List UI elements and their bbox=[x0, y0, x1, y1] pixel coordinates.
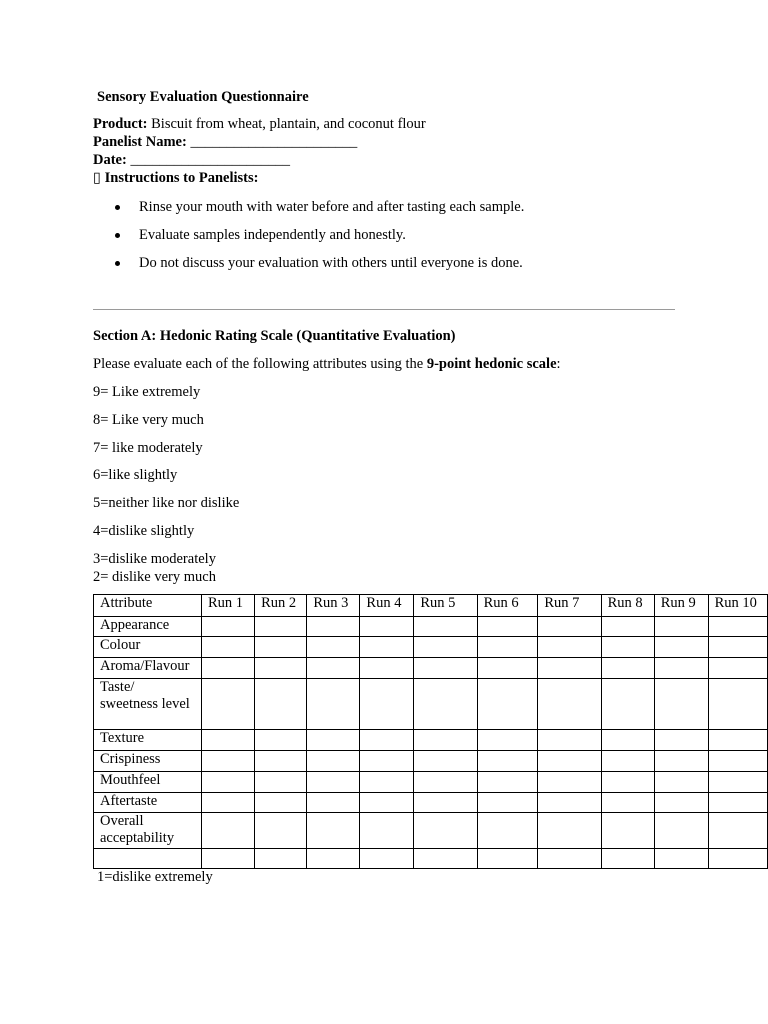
header-cell: Run 4 bbox=[360, 595, 414, 617]
attribute-cell: Crispiness bbox=[94, 751, 202, 772]
rating-cell[interactable] bbox=[414, 813, 477, 849]
rating-cell[interactable] bbox=[255, 658, 307, 679]
rating-cell[interactable] bbox=[601, 658, 654, 679]
rating-cell[interactable] bbox=[360, 730, 414, 751]
scale-item: 2= dislike very much bbox=[93, 569, 216, 585]
rating-cell[interactable] bbox=[477, 813, 538, 849]
rating-cell[interactable] bbox=[360, 679, 414, 730]
rating-cell[interactable] bbox=[654, 637, 708, 658]
rating-cell[interactable] bbox=[477, 849, 538, 869]
attribute-cell: Aroma/Flavour bbox=[94, 658, 202, 679]
panelist-name-line bbox=[93, 133, 357, 151]
rating-cell[interactable] bbox=[708, 813, 767, 849]
rating-cell[interactable] bbox=[360, 772, 414, 793]
header-cell: Run 6 bbox=[477, 595, 538, 617]
rating-cell[interactable] bbox=[360, 617, 414, 637]
rating-cell[interactable] bbox=[307, 849, 360, 869]
rating-cell[interactable] bbox=[477, 751, 538, 772]
rating-cell[interactable] bbox=[201, 813, 254, 849]
header-cell: Run 9 bbox=[654, 595, 708, 617]
scale-item: 9= Like extremely bbox=[93, 384, 201, 400]
instruction-item: Evaluate samples independently and honestly. bbox=[139, 227, 406, 243]
rating-cell[interactable] bbox=[255, 793, 307, 813]
rating-cell[interactable] bbox=[654, 813, 708, 849]
rating-cell[interactable] bbox=[654, 772, 708, 793]
rating-cell[interactable] bbox=[414, 730, 477, 751]
rating-cell[interactable] bbox=[654, 849, 708, 869]
scale-item: 7= like moderately bbox=[93, 440, 203, 456]
attribute-cell: Taste/ sweetness level bbox=[94, 679, 202, 730]
scale-item: 4=dislike slightly bbox=[93, 523, 195, 539]
rating-cell[interactable] bbox=[708, 730, 767, 751]
table-row bbox=[94, 730, 768, 751]
rating-cell[interactable] bbox=[601, 793, 654, 813]
table-header-row bbox=[94, 595, 768, 617]
rating-cell[interactable] bbox=[654, 793, 708, 813]
bullet-icon bbox=[115, 233, 120, 238]
rating-cell[interactable] bbox=[477, 793, 538, 813]
rating-cell[interactable] bbox=[601, 849, 654, 869]
rating-cell[interactable] bbox=[477, 679, 538, 730]
attribute-cell: Colour bbox=[94, 637, 202, 658]
attribute-cell: Aftertaste bbox=[94, 793, 202, 813]
rating-cell[interactable] bbox=[360, 793, 414, 813]
rating-cell[interactable] bbox=[538, 751, 601, 772]
table-row bbox=[94, 658, 768, 679]
header-cell: Run 5 bbox=[414, 595, 477, 617]
rating-cell[interactable] bbox=[360, 751, 414, 772]
rating-cell[interactable] bbox=[538, 658, 601, 679]
missing-glyph-icon: ▯ bbox=[93, 170, 101, 186]
date-blank: ______________________ bbox=[130, 152, 290, 168]
table-row bbox=[94, 751, 768, 772]
rating-cell[interactable] bbox=[414, 849, 477, 869]
rating-cell[interactable] bbox=[307, 679, 360, 730]
rating-cell[interactable] bbox=[477, 617, 538, 637]
panelist-label: Panelist Name: bbox=[93, 134, 187, 150]
rating-cell[interactable] bbox=[601, 772, 654, 793]
table-row bbox=[94, 617, 768, 637]
rating-cell[interactable] bbox=[601, 617, 654, 637]
rating-cell[interactable] bbox=[414, 772, 477, 793]
rating-cell[interactable] bbox=[654, 751, 708, 772]
rating-cell[interactable] bbox=[708, 617, 767, 637]
rating-cell[interactable] bbox=[708, 772, 767, 793]
rating-cell[interactable] bbox=[601, 637, 654, 658]
rating-cell[interactable] bbox=[538, 679, 601, 730]
instructions-heading bbox=[93, 169, 258, 187]
rating-cell[interactable] bbox=[538, 730, 601, 751]
instructions-heading-text: Instructions to Panelists: bbox=[104, 170, 259, 186]
rating-cell[interactable] bbox=[538, 637, 601, 658]
attribute-cell: Texture bbox=[94, 730, 202, 751]
rating-cell[interactable] bbox=[538, 772, 601, 793]
rating-cell[interactable] bbox=[360, 813, 414, 849]
rating-cell[interactable] bbox=[708, 751, 767, 772]
rating-cell[interactable] bbox=[477, 772, 538, 793]
table-row bbox=[94, 813, 768, 849]
rating-cell[interactable] bbox=[414, 751, 477, 772]
table-row bbox=[94, 637, 768, 658]
rating-cell[interactable] bbox=[708, 637, 767, 658]
rating-cell[interactable] bbox=[255, 730, 307, 751]
rating-cell[interactable] bbox=[414, 637, 477, 658]
rating-cell[interactable] bbox=[307, 793, 360, 813]
header-cell: Run 10 bbox=[708, 595, 767, 617]
rating-cell[interactable] bbox=[255, 849, 307, 869]
header-cell: Run 7 bbox=[538, 595, 601, 617]
rating-cell[interactable] bbox=[414, 793, 477, 813]
rating-cell[interactable] bbox=[201, 679, 254, 730]
table-row bbox=[94, 849, 768, 869]
bullet-icon bbox=[115, 261, 120, 266]
table-row bbox=[94, 793, 768, 813]
rating-cell[interactable] bbox=[601, 813, 654, 849]
rating-cell[interactable] bbox=[477, 637, 538, 658]
header-cell: Run 8 bbox=[601, 595, 654, 617]
section-a-heading: Section A: Hedonic Rating Scale (Quantitative Evaluation) bbox=[93, 328, 456, 344]
rating-cell[interactable] bbox=[360, 637, 414, 658]
attribute-cell bbox=[94, 849, 202, 869]
rating-cell[interactable] bbox=[255, 679, 307, 730]
rating-cell[interactable] bbox=[307, 637, 360, 658]
instruction-item: Rinse your mouth with water before and after tasting each sample. bbox=[139, 199, 525, 215]
rating-cell[interactable] bbox=[708, 658, 767, 679]
rating-cell[interactable] bbox=[255, 637, 307, 658]
scale-item-last: 1=dislike extremely bbox=[97, 869, 213, 885]
header-cell: Run 1 bbox=[201, 595, 254, 617]
rating-cell[interactable] bbox=[307, 617, 360, 637]
rating-cell[interactable] bbox=[201, 751, 254, 772]
rating-cell[interactable] bbox=[201, 849, 254, 869]
rating-cell[interactable] bbox=[201, 730, 254, 751]
attribute-cell: Overall acceptability bbox=[94, 813, 202, 849]
rating-cell[interactable] bbox=[201, 793, 254, 813]
bullet-icon bbox=[115, 205, 120, 210]
attribute-cell: Appearance bbox=[94, 617, 202, 637]
rating-cell[interactable] bbox=[538, 813, 601, 849]
rating-cell[interactable] bbox=[601, 730, 654, 751]
rating-cell[interactable] bbox=[601, 751, 654, 772]
instruction-item: Do not discuss your evaluation with others until everyone is done. bbox=[139, 255, 523, 271]
rating-cell[interactable] bbox=[307, 772, 360, 793]
rating-cell[interactable] bbox=[654, 617, 708, 637]
rating-cell[interactable] bbox=[307, 813, 360, 849]
rating-cell[interactable] bbox=[255, 751, 307, 772]
rating-cell[interactable] bbox=[654, 730, 708, 751]
rating-cell[interactable] bbox=[307, 751, 360, 772]
header-cell: Run 3 bbox=[307, 595, 360, 617]
rating-cell[interactable] bbox=[414, 617, 477, 637]
rating-cell[interactable] bbox=[360, 849, 414, 869]
rating-cell[interactable] bbox=[654, 658, 708, 679]
page-title: Sensory Evaluation Questionnaire bbox=[97, 89, 309, 105]
rating-cell[interactable] bbox=[477, 730, 538, 751]
rating-cell[interactable] bbox=[201, 772, 254, 793]
rating-cell[interactable] bbox=[307, 730, 360, 751]
rating-cell[interactable] bbox=[307, 658, 360, 679]
attribute-cell: Mouthfeel bbox=[94, 772, 202, 793]
scale-item: 5=neither like nor dislike bbox=[93, 495, 240, 511]
rating-cell[interactable] bbox=[255, 772, 307, 793]
product-line bbox=[93, 115, 426, 133]
product-value: Biscuit from wheat, plantain, and coconut flour bbox=[151, 116, 426, 132]
table-row bbox=[94, 772, 768, 793]
rating-cell[interactable] bbox=[654, 679, 708, 730]
rating-cell[interactable] bbox=[477, 658, 538, 679]
rating-cell[interactable] bbox=[414, 658, 477, 679]
rating-cell[interactable] bbox=[538, 793, 601, 813]
rating-cell[interactable] bbox=[201, 658, 254, 679]
scale-item: 8= Like very much bbox=[93, 412, 204, 428]
date-label: Date: bbox=[93, 152, 127, 168]
rating-cell[interactable] bbox=[255, 813, 307, 849]
rating-cell[interactable] bbox=[201, 617, 254, 637]
section-a-intro: Please evaluate each of the following attributes using the 9-point hedonic scale: bbox=[93, 356, 561, 372]
rating-cell[interactable] bbox=[708, 679, 767, 730]
date-line bbox=[93, 151, 290, 169]
header-cell: Run 2 bbox=[255, 595, 307, 617]
rating-cell[interactable] bbox=[538, 849, 601, 869]
product-label: Product: bbox=[93, 116, 148, 132]
table-row bbox=[94, 679, 768, 730]
hedonic-rating-table bbox=[93, 594, 768, 869]
scale-item: 6=like slightly bbox=[93, 467, 178, 483]
panelist-blank: _______________________ bbox=[190, 134, 358, 150]
horizontal-rule bbox=[93, 309, 675, 310]
rating-cell[interactable] bbox=[414, 679, 477, 730]
rating-cell[interactable] bbox=[360, 658, 414, 679]
rating-cell[interactable] bbox=[601, 679, 654, 730]
rating-cell[interactable] bbox=[255, 617, 307, 637]
scale-item: 3=dislike moderately bbox=[93, 551, 216, 567]
rating-cell[interactable] bbox=[201, 637, 254, 658]
rating-cell[interactable] bbox=[708, 793, 767, 813]
rating-cell[interactable] bbox=[708, 849, 767, 869]
rating-cell[interactable] bbox=[538, 617, 601, 637]
header-cell: Attribute bbox=[94, 595, 202, 617]
